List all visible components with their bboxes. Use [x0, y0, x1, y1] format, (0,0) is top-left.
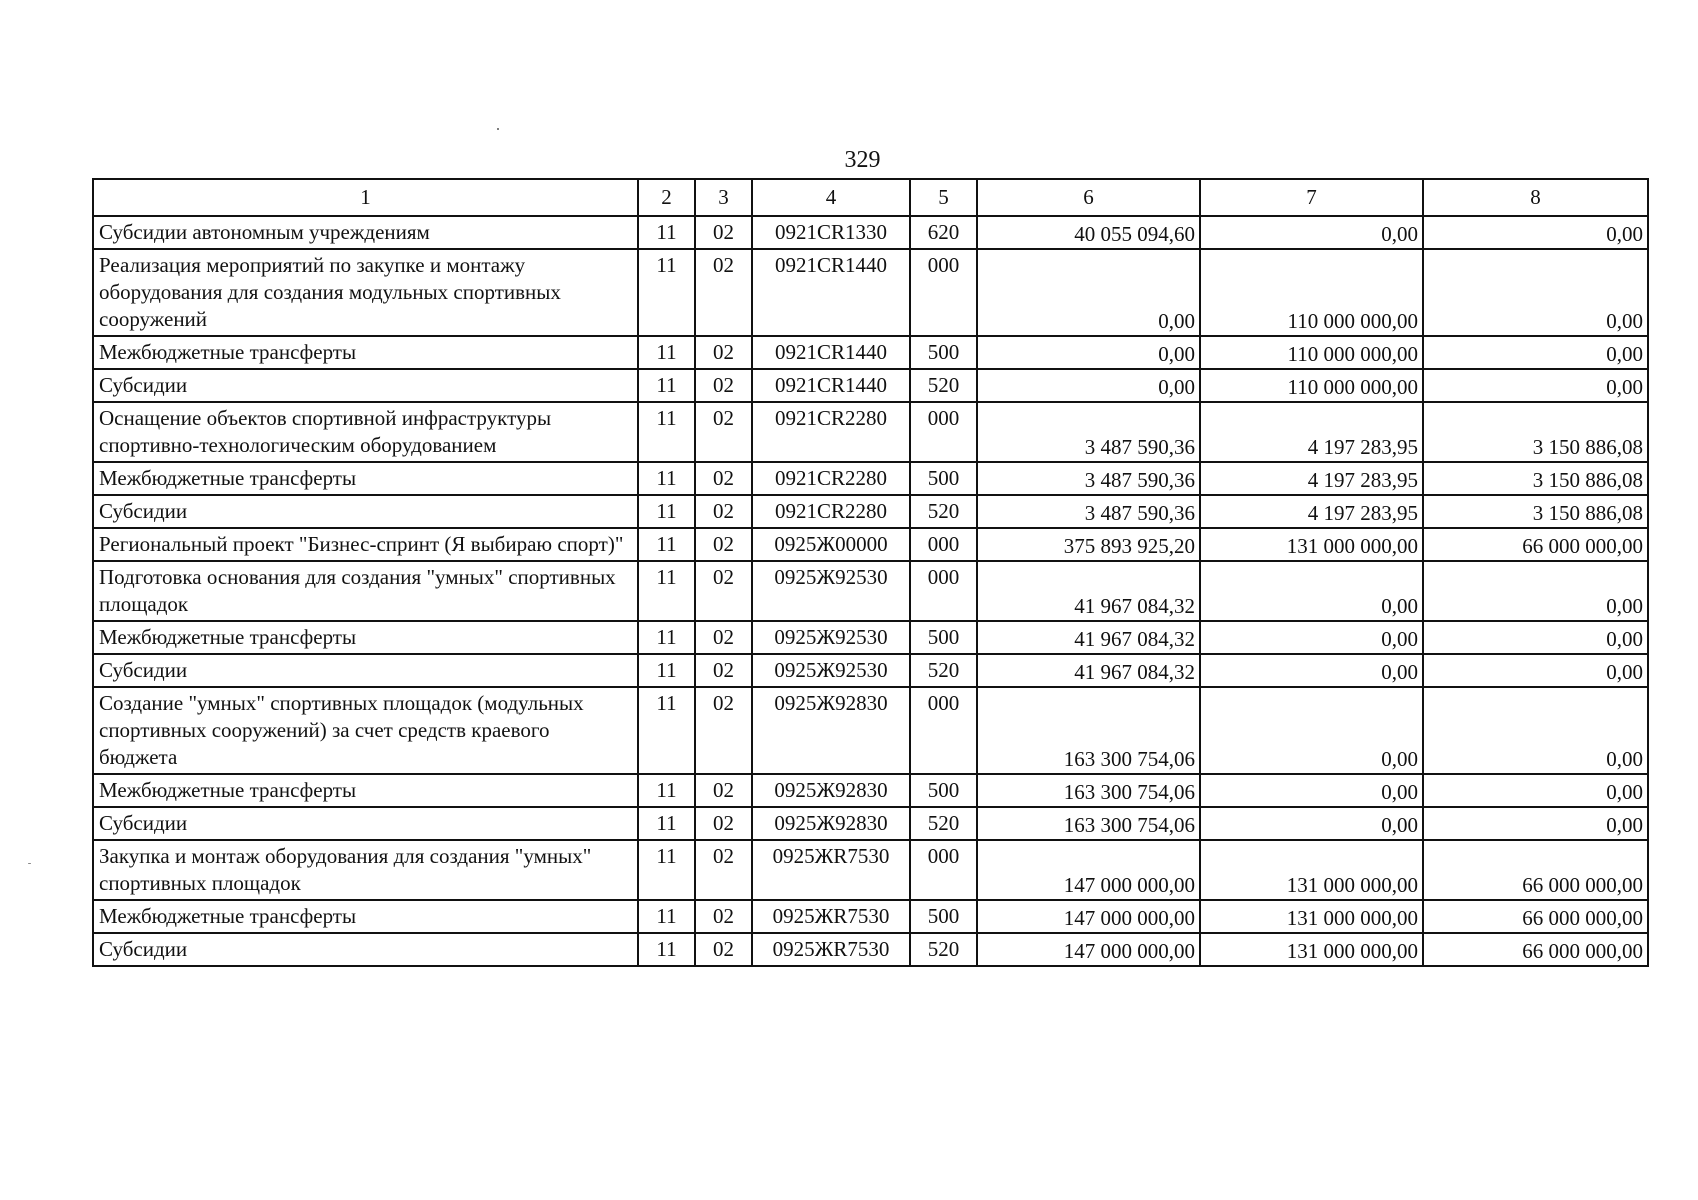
target-code-cell: 0925Ж92530 [752, 654, 910, 687]
amount-col7-cell: 0,00 [1200, 621, 1423, 654]
amount-col6-cell: 163 300 754,06 [977, 807, 1200, 840]
amount-col8-cell: 0,00 [1423, 621, 1648, 654]
target-code-cell: 0921CR2280 [752, 402, 910, 462]
row-name-cell: Субсидии [93, 807, 638, 840]
table-row [93, 462, 1648, 495]
expense-type-cell: 500 [910, 774, 977, 807]
expense-type-cell: 000 [910, 561, 977, 621]
section-code-cell: 11 [638, 687, 695, 774]
amount-col6-cell: 0,00 [977, 336, 1200, 369]
amount-col6-cell: 41 967 084,32 [977, 654, 1200, 687]
amount-col6-cell: 41 967 084,32 [977, 561, 1200, 621]
amount-col8-cell: 0,00 [1423, 654, 1648, 687]
amount-col7-cell: 110 000 000,00 [1200, 336, 1423, 369]
column-header: 3 [695, 179, 752, 216]
amount-col6-cell: 163 300 754,06 [977, 774, 1200, 807]
amount-col7-cell: 4 197 283,95 [1200, 462, 1423, 495]
table-row [93, 216, 1648, 249]
amount-col8-cell: 66 000 000,00 [1423, 528, 1648, 561]
subsection-code-cell: 02 [695, 933, 752, 966]
section-code-cell: 11 [638, 933, 695, 966]
amount-col8-cell: 66 000 000,00 [1423, 933, 1648, 966]
target-code-cell: 0921CR1440 [752, 336, 910, 369]
amount-col6-cell: 147 000 000,00 [977, 900, 1200, 933]
row-name-cell: Региональный проект "Бизнес-спринт (Я выбираю спорт)" [93, 528, 638, 561]
amount-col6-cell: 147 000 000,00 [977, 840, 1200, 900]
target-code-cell: 0925ЖR7530 [752, 933, 910, 966]
table-row [93, 840, 1648, 900]
section-code-cell: 11 [638, 621, 695, 654]
amount-col6-cell: 163 300 754,06 [977, 687, 1200, 774]
expense-type-cell: 620 [910, 216, 977, 249]
row-name-cell: Межбюджетные трансферты [93, 774, 638, 807]
table-body [93, 179, 1648, 966]
target-code-cell: 0925Ж92530 [752, 561, 910, 621]
section-code-cell: 11 [638, 462, 695, 495]
target-code-cell: 0925Ж92830 [752, 687, 910, 774]
column-header: 7 [1200, 179, 1423, 216]
section-code-cell: 11 [638, 402, 695, 462]
section-code-cell: 11 [638, 654, 695, 687]
expense-type-cell: 520 [910, 807, 977, 840]
subsection-code-cell: 02 [695, 561, 752, 621]
target-code-cell: 0925Ж92830 [752, 774, 910, 807]
target-code-cell: 0925Ж00000 [752, 528, 910, 561]
expense-type-cell: 000 [910, 249, 977, 336]
subsection-code-cell: 02 [695, 402, 752, 462]
section-code-cell: 11 [638, 249, 695, 336]
table-row [93, 336, 1648, 369]
row-name-cell: Субсидии автономным учреждениям [93, 216, 638, 249]
subsection-code-cell: 02 [695, 369, 752, 402]
expense-type-cell: 000 [910, 840, 977, 900]
amount-col7-cell: 0,00 [1200, 807, 1423, 840]
scan-speck [497, 128, 499, 130]
row-name-cell: Оснащение объектов спортивной инфраструктуры спортивно-технологическим оборудованием [93, 402, 638, 462]
amount-col8-cell: 66 000 000,00 [1423, 840, 1648, 900]
subsection-code-cell: 02 [695, 807, 752, 840]
table-row [93, 249, 1648, 336]
subsection-code-cell: 02 [695, 336, 752, 369]
amount-col7-cell: 131 000 000,00 [1200, 840, 1423, 900]
amount-col6-cell: 0,00 [977, 369, 1200, 402]
subsection-code-cell: 02 [695, 687, 752, 774]
subsection-code-cell: 02 [695, 216, 752, 249]
header-row [93, 179, 1648, 216]
section-code-cell: 11 [638, 495, 695, 528]
table-row [93, 621, 1648, 654]
amount-col6-cell: 0,00 [977, 249, 1200, 336]
row-name-cell: Субсидии [93, 654, 638, 687]
section-code-cell: 11 [638, 369, 695, 402]
amount-col7-cell: 0,00 [1200, 654, 1423, 687]
row-name-cell: Межбюджетные трансферты [93, 621, 638, 654]
amount-col8-cell: 3 150 886,08 [1423, 402, 1648, 462]
amount-col7-cell: 110 000 000,00 [1200, 249, 1423, 336]
column-header: 1 [93, 179, 638, 216]
amount-col8-cell: 0,00 [1423, 336, 1648, 369]
target-code-cell: 0925ЖR7530 [752, 840, 910, 900]
amount-col8-cell: 0,00 [1423, 249, 1648, 336]
target-code-cell: 0921CR1330 [752, 216, 910, 249]
table-row [93, 561, 1648, 621]
amount-col7-cell: 131 000 000,00 [1200, 528, 1423, 561]
column-header: 4 [752, 179, 910, 216]
amount-col6-cell: 3 487 590,36 [977, 495, 1200, 528]
amount-col8-cell: 0,00 [1423, 687, 1648, 774]
table-row [93, 774, 1648, 807]
row-name-cell: Подготовка основания для создания "умных" спортивных площадок [93, 561, 638, 621]
expense-type-cell: 520 [910, 495, 977, 528]
target-code-cell: 0925Ж92530 [752, 621, 910, 654]
amount-col7-cell: 4 197 283,95 [1200, 495, 1423, 528]
amount-col8-cell: 0,00 [1423, 369, 1648, 402]
target-code-cell: 0921CR2280 [752, 495, 910, 528]
subsection-code-cell: 02 [695, 900, 752, 933]
section-code-cell: 11 [638, 561, 695, 621]
section-code-cell: 11 [638, 840, 695, 900]
target-code-cell: 0921CR1440 [752, 369, 910, 402]
table-row [93, 369, 1648, 402]
row-name-cell: Субсидии [93, 933, 638, 966]
row-name-cell: Межбюджетные трансферты [93, 336, 638, 369]
budget-table [92, 178, 1649, 967]
subsection-code-cell: 02 [695, 249, 752, 336]
expense-type-cell: 520 [910, 654, 977, 687]
amount-col7-cell: 0,00 [1200, 216, 1423, 249]
expense-type-cell: 500 [910, 462, 977, 495]
expense-type-cell: 000 [910, 687, 977, 774]
amount-col8-cell: 0,00 [1423, 561, 1648, 621]
subsection-code-cell: 02 [695, 528, 752, 561]
amount-col8-cell: 0,00 [1423, 216, 1648, 249]
amount-col7-cell: 0,00 [1200, 561, 1423, 621]
amount-col8-cell: 0,00 [1423, 807, 1648, 840]
column-header: 5 [910, 179, 977, 216]
subsection-code-cell: 02 [695, 462, 752, 495]
target-code-cell: 0925Ж92830 [752, 807, 910, 840]
table-row [93, 807, 1648, 840]
table-row [93, 900, 1648, 933]
amount-col6-cell: 41 967 084,32 [977, 621, 1200, 654]
row-name-cell: Субсидии [93, 369, 638, 402]
page-number: 329 [844, 147, 881, 173]
section-code-cell: 11 [638, 900, 695, 933]
amount-col7-cell: 0,00 [1200, 687, 1423, 774]
section-code-cell: 11 [638, 216, 695, 249]
row-name-cell: Закупка и монтаж оборудования для создания "умных" спортивных площадок [93, 840, 638, 900]
amount-col7-cell: 131 000 000,00 [1200, 933, 1423, 966]
target-code-cell: 0925ЖR7530 [752, 900, 910, 933]
row-name-cell: Реализация мероприятий по закупке и монтажу оборудования для создания модульных спортивных сооружений [93, 249, 638, 336]
amount-col6-cell: 147 000 000,00 [977, 933, 1200, 966]
expense-type-cell: 520 [910, 933, 977, 966]
expense-type-cell: 500 [910, 900, 977, 933]
column-header: 8 [1423, 179, 1648, 216]
row-name-cell: Межбюджетные трансферты [93, 900, 638, 933]
table-row [93, 495, 1648, 528]
row-name-cell: Создание "умных" спортивных площадок (модульных спортивных сооружений) за счет средств краевого бюджета [93, 687, 638, 774]
amount-col7-cell: 131 000 000,00 [1200, 900, 1423, 933]
expense-type-cell: 000 [910, 402, 977, 462]
target-code-cell: 0921CR1440 [752, 249, 910, 336]
amount-col8-cell: 3 150 886,08 [1423, 495, 1648, 528]
scan-speck [28, 863, 31, 864]
amount-col6-cell: 40 055 094,60 [977, 216, 1200, 249]
amount-col7-cell: 0,00 [1200, 774, 1423, 807]
column-header: 2 [638, 179, 695, 216]
expense-type-cell: 000 [910, 528, 977, 561]
subsection-code-cell: 02 [695, 495, 752, 528]
expense-type-cell: 500 [910, 336, 977, 369]
target-code-cell: 0921CR2280 [752, 462, 910, 495]
table-row [93, 654, 1648, 687]
amount-col8-cell: 66 000 000,00 [1423, 900, 1648, 933]
expense-type-cell: 500 [910, 621, 977, 654]
table-row [93, 528, 1648, 561]
subsection-code-cell: 02 [695, 654, 752, 687]
table-row [93, 933, 1648, 966]
section-code-cell: 11 [638, 336, 695, 369]
section-code-cell: 11 [638, 807, 695, 840]
amount-col6-cell: 3 487 590,36 [977, 402, 1200, 462]
amount-col7-cell: 4 197 283,95 [1200, 402, 1423, 462]
amount-col8-cell: 3 150 886,08 [1423, 462, 1648, 495]
row-name-cell: Межбюджетные трансферты [93, 462, 638, 495]
subsection-code-cell: 02 [695, 621, 752, 654]
section-code-cell: 11 [638, 774, 695, 807]
amount-col7-cell: 110 000 000,00 [1200, 369, 1423, 402]
row-name-cell: Субсидии [93, 495, 638, 528]
subsection-code-cell: 02 [695, 774, 752, 807]
table-row [93, 402, 1648, 462]
expense-type-cell: 520 [910, 369, 977, 402]
amount-col8-cell: 0,00 [1423, 774, 1648, 807]
amount-col6-cell: 3 487 590,36 [977, 462, 1200, 495]
section-code-cell: 11 [638, 528, 695, 561]
table-row [93, 687, 1648, 774]
column-header: 6 [977, 179, 1200, 216]
subsection-code-cell: 02 [695, 840, 752, 900]
amount-col6-cell: 375 893 925,20 [977, 528, 1200, 561]
